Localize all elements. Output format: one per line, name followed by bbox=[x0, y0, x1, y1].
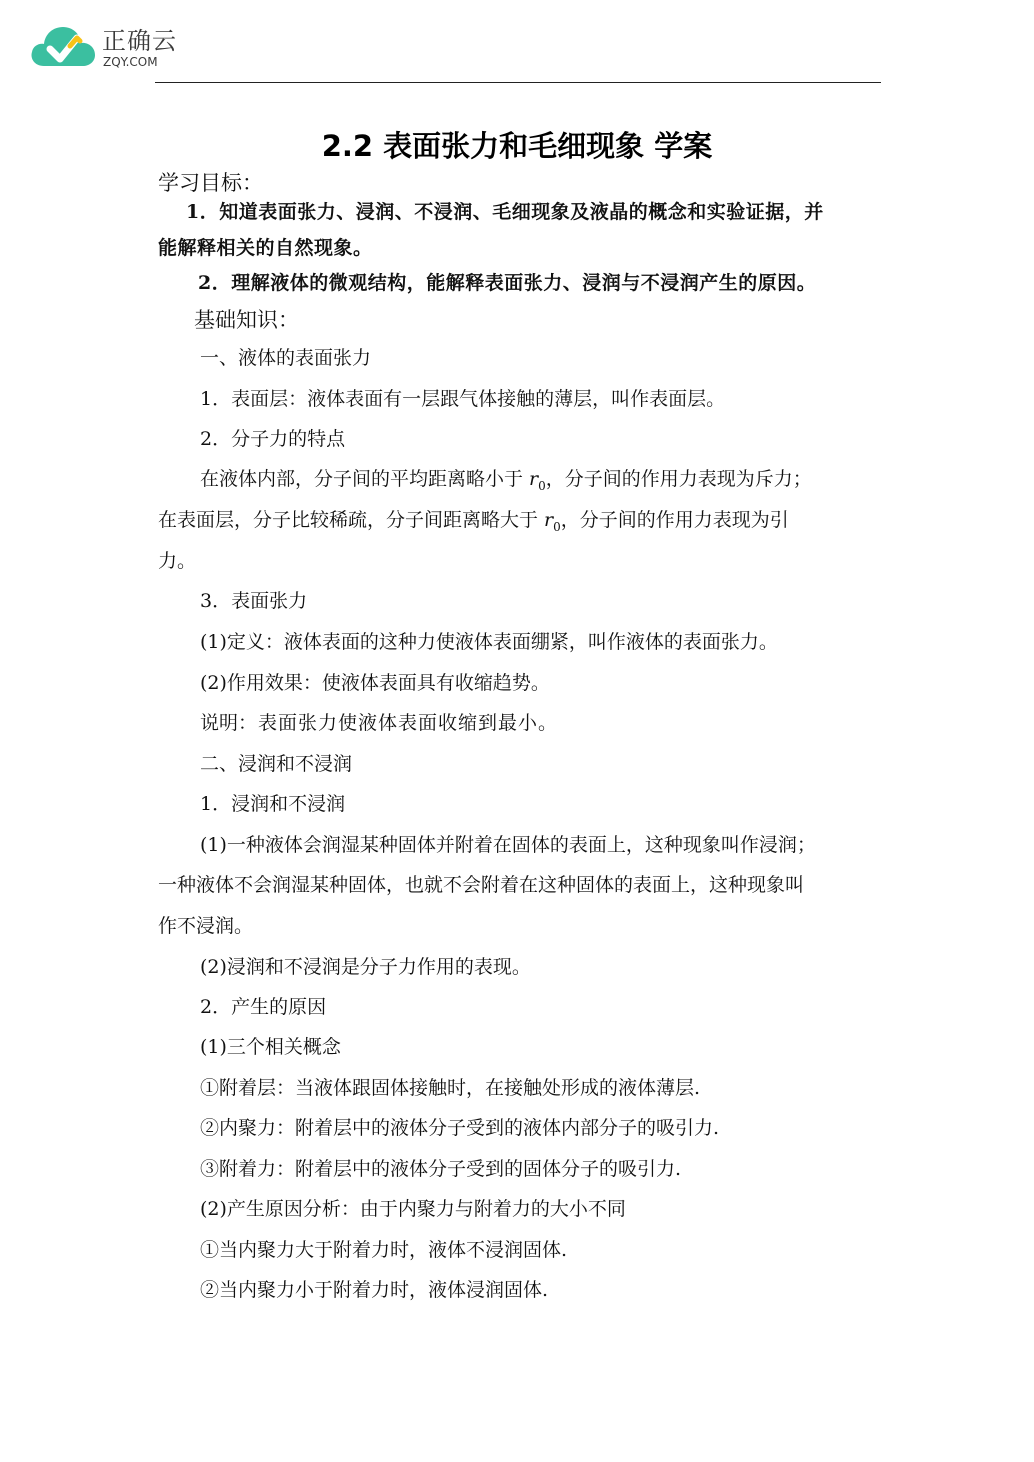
r0-symbol: r bbox=[529, 468, 539, 490]
document-title: 2.2 表面张力和毛细现象 学案 bbox=[321, 129, 713, 163]
r0-symbol: r bbox=[544, 509, 554, 531]
s1-item-1 bbox=[200, 386, 725, 412]
s2-item-1-para-line2: 一种液体不会润湿某种固体，也就不会附着在这种固体的表面上，这种现象叫 bbox=[158, 874, 805, 896]
basics-heading: 基础知识： bbox=[194, 308, 299, 332]
s2-item-1-para-line1: (1)一种液体会润湿某种固体并附着在固体的表面上，这种现象叫作浸润； bbox=[200, 834, 816, 856]
para-text: ，分子间的作用力表现为斥力； bbox=[545, 468, 812, 490]
brand-domain: ZQY.COM bbox=[103, 55, 158, 69]
s2-item-1-num: 1． bbox=[200, 793, 232, 815]
s1-item-2 bbox=[200, 426, 345, 452]
header-divider bbox=[155, 82, 881, 83]
brand-name: 正确云 bbox=[102, 27, 177, 55]
objective-2: 2．理解液体的微观结构，能解释表面张力、浸润与不浸润产生的原因。 bbox=[198, 272, 817, 294]
s1-item-3-definition: (1)定义：液体表面的这种力使液体表面绷紧，叫作液体的表面张力。 bbox=[200, 631, 778, 653]
s1-item-3 bbox=[200, 588, 307, 614]
s2-item-2-num: 2． bbox=[200, 996, 232, 1018]
para-text: 在表面层，分子比较稀疏，分子间距离略大于 bbox=[158, 509, 545, 531]
s1-item-1-label: 表面层 bbox=[231, 388, 289, 410]
s1-item-1-num: 1． bbox=[200, 388, 232, 410]
s1-item-3-effect: (2)作用效果：使液体表面具有收缩趋势。 bbox=[200, 672, 550, 694]
s1-item-1-text: ：液体表面有一层跟气体接触的薄层，叫作表面层。 bbox=[288, 388, 726, 410]
s2-concept-1: ①附着层：当液体跟固体接触时，在接触处形成的液体薄层. bbox=[200, 1077, 701, 1099]
r0-subscript: 0 bbox=[553, 519, 561, 534]
s2-item-1-para-line3: 作不浸润。 bbox=[158, 915, 254, 937]
s1-item-3-label: 表面张力 bbox=[231, 590, 308, 612]
s1-item-3-num: 3． bbox=[200, 590, 232, 612]
s1-note-text: ：表面张力使液体表面收缩到最小。 bbox=[238, 712, 559, 734]
s2-analysis-1: ①当内聚力大于附着力时，液体不浸润固体. bbox=[200, 1239, 568, 1261]
s1-note bbox=[200, 710, 558, 736]
s2-concept-3: ③附着力：附着层中的液体分子受到的固体分子的吸引力. bbox=[200, 1158, 682, 1180]
s2-item-2-sub-1: (1)三个相关概念 bbox=[200, 1036, 341, 1058]
section-1-heading: 一、液体的表面张力 bbox=[200, 347, 372, 369]
r0-subscript: 0 bbox=[538, 478, 546, 493]
objective-1-line2: 能解释相关的自然现象。 bbox=[158, 237, 373, 259]
section-2-heading: 二、浸润和不浸润 bbox=[200, 753, 353, 775]
s2-concept-2: ②内聚力：附着层中的液体分子受到的液体内部分子的吸引力. bbox=[200, 1117, 720, 1139]
s1-item-2-para-line1 bbox=[200, 466, 812, 499]
para-text: ，分子间的作用力表现为引 bbox=[560, 509, 789, 531]
s1-item-2-num: 2． bbox=[200, 428, 232, 450]
s2-item-1-para-2: (2)浸润和不浸润是分子力作用的表现。 bbox=[200, 956, 531, 978]
s2-item-1-label: 浸润和不浸润 bbox=[231, 793, 346, 815]
objective-1-line1: 1．知道表面张力、浸润、不浸润、毛细现象及液晶的概念和实验证据，并 bbox=[186, 201, 824, 223]
s2-analysis-2: ②当内聚力小于附着力时，液体浸润固体. bbox=[200, 1279, 549, 1301]
s1-item-2-para-line3: 力。 bbox=[158, 550, 197, 572]
page-header bbox=[0, 0, 1034, 90]
zqy-logo-icon bbox=[30, 22, 96, 70]
objectives-heading: 学习目标： bbox=[158, 171, 263, 195]
s2-item-1 bbox=[200, 791, 345, 817]
s1-item-2-label: 分子力的特点 bbox=[231, 428, 346, 450]
s1-item-2-para-line2 bbox=[158, 507, 789, 540]
s2-item-2-label: 产生的原因 bbox=[231, 996, 327, 1018]
s2-item-2-sub-2: (2)产生原因分析：由于内聚力与附着力的大小不同 bbox=[200, 1198, 626, 1220]
s1-note-label: 说明 bbox=[200, 712, 239, 734]
s2-item-2 bbox=[200, 994, 326, 1020]
para-text: 在液体内部，分子间的平均距离略小于 bbox=[200, 468, 530, 490]
